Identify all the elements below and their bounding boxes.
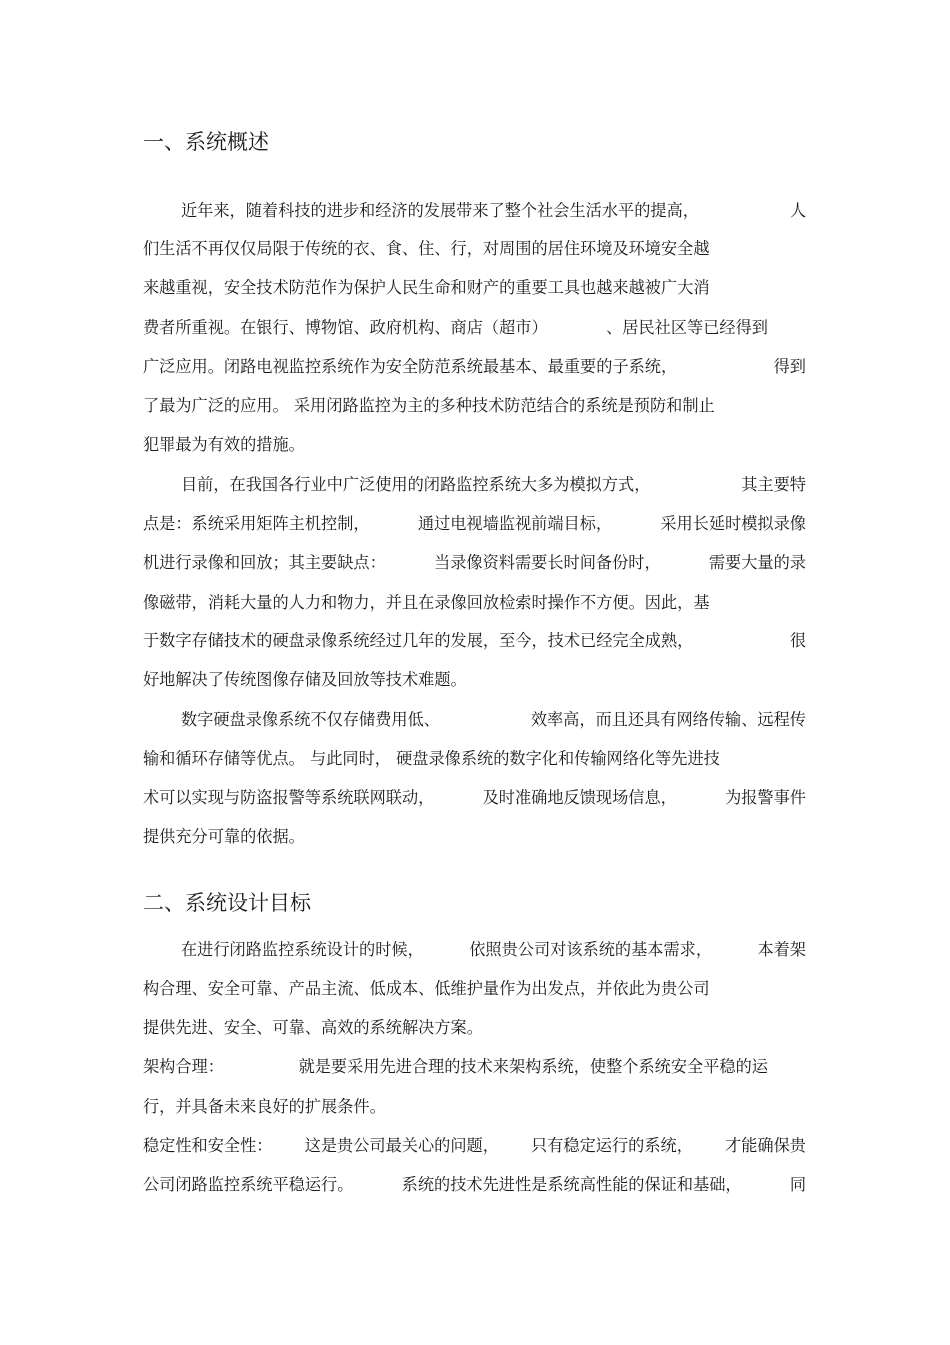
paragraph-line: 输和循环存储等优点。 与此同时， 硬盘录像系统的数字化和传输网络化等先进技 — [143, 749, 720, 768]
section-heading-design-goals: 二、系统设计目标 — [143, 891, 311, 915]
paragraph-line: 费者所重视。在银行、博物馆、政府机构、商店（超市） 、居民社区等已经得到 — [143, 318, 768, 337]
paragraph-line: 提供充分可靠的依据。 — [143, 827, 305, 846]
paragraph-line: 像磁带，消耗大量的人力和物力，并且在录像回放检索时操作不方便。因此，基 — [143, 593, 710, 612]
paragraph-line: 提供先进、安全、可靠、高效的系统解决方案。 — [143, 1018, 483, 1037]
paragraph-line: 近年来，随着科技的进步和经济的发展带来了整个社会生活水平的提高， 人 — [181, 201, 806, 220]
paragraph-line: 好地解决了传统图像存储及回放等技术难题。 — [143, 670, 467, 689]
paragraph-line: 机进行录像和回放；其主要缺点： 当录像资料需要长时间备份时， 需要大量的录 — [143, 553, 806, 572]
paragraph-line: 来越重视，安全技术防范作为保护人民生命和财产的重要工具也越来越被广大消 — [143, 278, 710, 297]
paragraph-line: 数字硬盘录像系统不仅存储费用低、 效率高，而且还具有网络传输、远程传 — [181, 710, 806, 729]
paragraph-line: 们生活不再仅仅局限于传统的衣、食、住、行，对周围的居住环境及环境安全越 — [143, 239, 710, 258]
paragraph-line: 犯罪最为有效的措施。 — [143, 435, 305, 454]
paragraph-line: 稳定性和安全性： 这是贵公司最关心的问题， 只有稳定运行的系统， 才能确保贵 — [143, 1136, 806, 1155]
paragraph-line: 目前，在我国各行业中广泛使用的闭路监控系统大多为模拟方式， 其主要特 — [181, 475, 806, 494]
paragraph-line: 行，并具备未来良好的扩展条件。 — [143, 1097, 386, 1116]
paragraph-line: 术可以实现与防盗报警等系统联网联动， 及时准确地反馈现场信息， 为报警事件 — [143, 788, 806, 807]
paragraph-line: 点是：系统采用矩阵主机控制， 通过电视墙监视前端目标， 采用长延时模拟录像 — [143, 514, 806, 533]
paragraph-line: 于数字存储技术的硬盘录像系统经过几年的发展，至今，技术已经完全成熟， 很 — [143, 631, 806, 650]
section-heading-overview: 一、系统概述 — [143, 130, 269, 154]
paragraph-line: 在进行闭路监控系统设计的时候， 依照贵公司对该系统的基本需求， 本着架 — [181, 940, 806, 959]
paragraph-line: 架构合理： 就是要采用先进合理的技术来架构系统，使整个系统安全平稳的运 — [143, 1057, 768, 1076]
paragraph-line: 了最为广泛的应用。 采用闭路监控为主的多种技术防范结合的系统是预防和制止 — [143, 396, 715, 415]
paragraph-line: 广泛应用。闭路电视监控系统作为安全防范系统最基本、最重要的子系统， 得到 — [143, 357, 806, 376]
paragraph-line: 公司闭路监控系统平稳运行。 系统的技术先进性是系统高性能的保证和基础， 同 — [143, 1175, 806, 1194]
paragraph-line: 构合理、安全可靠、产品主流、低成本、低维护量作为出发点，并依此为贵公司 — [143, 979, 710, 998]
